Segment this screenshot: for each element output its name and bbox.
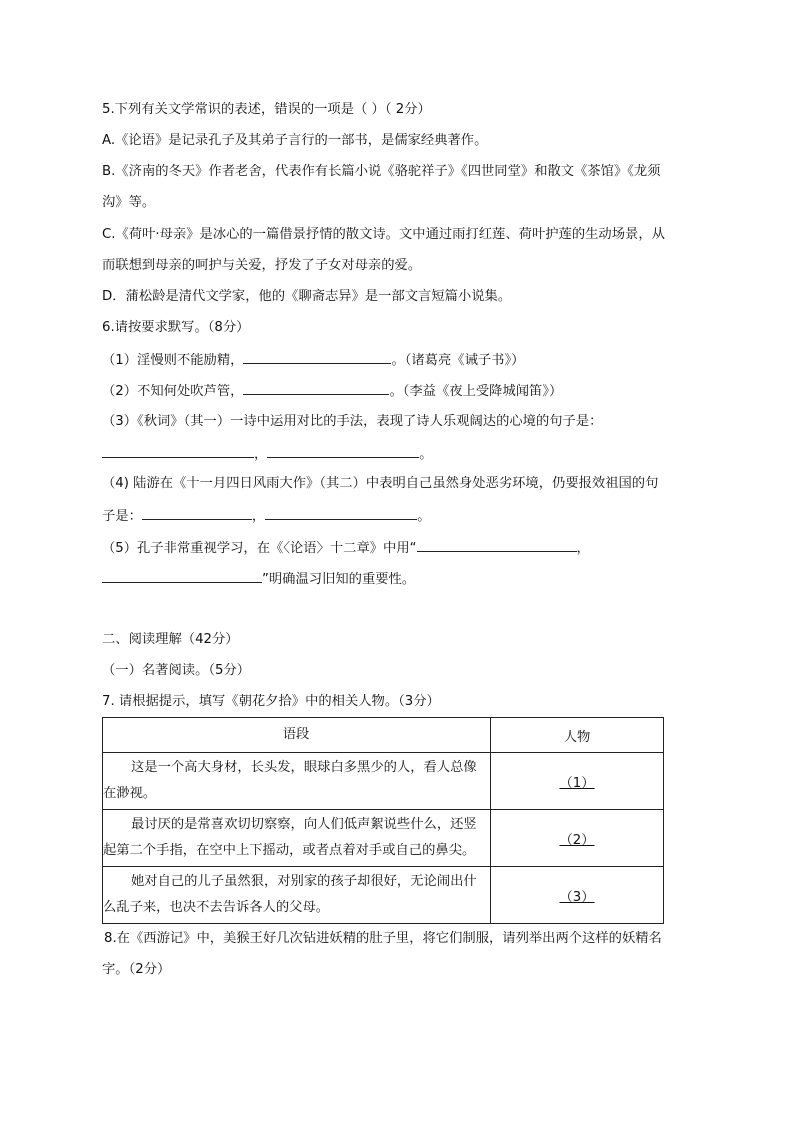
q6-item-3-answer [102,443,433,465]
q5-option-d: D．蒲松龄是清代文学家，他的《聊斋志异》是一部文言短篇小说集。 [102,289,512,304]
q5-option-b: B.《济南的冬天》作者老舍，代表作有长篇小说《骆驼祥子》《四世同堂》和散文《茶馆》《龙须 [102,164,661,179]
comma: ， [251,509,266,524]
person-blank-label: （3） [559,889,595,905]
q7-stem: 7. 请根据提示，填写《朝花夕拾》中的相关人物。（3分） [102,694,440,709]
q5-option-b-cont: 沟》等。 [102,195,156,210]
q6-item-5-suffix: ”明确温习旧知的重要性。 [262,572,416,587]
q6-item-5-prefix: （5）孔子非常重视学习，在《〈论语〉十二章》中用“ [102,541,417,556]
q6-item-2 [102,380,562,402]
q6-item-2-suffix: 。（李益《夜上受降城闻笛》） [389,384,563,399]
q5-option-c: C.《荷叶·母亲》是冰心的一篇借景抒情的散文诗。文中通过雨打红莲、荷叶护莲的生动场景，从 [102,227,665,242]
subsection-title: （一）名著阅读。（5分） [102,663,251,678]
answer-blank[interactable] [142,505,252,520]
passage-text: 她对自己的儿子虽然狠，对别家的孩子却很好，无论闹出什么乱子来，也决不去告诉各人的父母。 [103,874,477,915]
table-row [103,753,664,810]
passage-text: 最讨厌的是常喜欢切切察察，向人们低声絮说些什么，还竖起第二个手指，在空中上下摇动，或者点着对手或自己的鼻尖。 [103,817,477,858]
q7-table [102,717,664,924]
answer-blank[interactable] [417,537,577,552]
passage-cell [103,810,491,867]
comma: ， [254,447,268,462]
answer-blank[interactable] [267,443,419,458]
comma: ， [576,541,590,556]
q8-stem: 8.在《西游记》中，美猴王好几次钻进妖精的肚子里，将它们制服，请列举出两个这样的妖精名 [104,931,662,946]
q6-item-4-answer [102,505,430,527]
person-cell[interactable] [491,810,664,867]
q6-item-3: （3）《秋词》（其一）一诗中运用对比的手法，表现了诗人乐观阔达的心境的句子是： [102,414,603,429]
q6-stem: 6.请按要求默写。（8分） [102,320,250,335]
passage-cell [103,753,491,810]
column-header-passage: 语段 [103,718,491,753]
column-header-person: 人物 [491,718,664,753]
answer-blank[interactable] [102,443,254,458]
passage-text: 这是一个高大身材，长头发，眼球白多黑少的人，看人总像在渺视。 [103,760,477,801]
table-row [103,867,664,924]
q6-item-1-suffix: 。（诸葛亮《诫子书》） [391,353,525,368]
q5-option-c-cont: 而联想到母亲的呵护与关爱，抒发了子女对母亲的爱。 [102,258,422,273]
q8-stem-cont: 字。（2分） [102,962,171,977]
q6-item-4: （4) 陆游在《十一月四日风雨大作》（其二）中表明自己虽然身处恶劣环境，仍要报效祖国的句 [102,476,659,491]
q5-option-a: A.《论语》是记录孔子及其弟子言行的一部书，是儒家经典著作。 [102,133,488,148]
passage-cell [103,867,491,924]
q6-item-5 [102,537,590,559]
person-blank-label: （2） [559,832,595,848]
table-header-row [103,718,664,753]
person-cell[interactable] [491,867,664,924]
answer-blank[interactable] [243,380,389,395]
q6-item-2-prefix: （2）不知何处吹芦管， [102,384,244,399]
period: 。 [417,509,431,524]
table-row [103,810,664,867]
answer-blank[interactable] [102,568,262,583]
period: 。 [419,447,433,462]
section-title: 二、阅读理解（42分） [102,632,239,647]
answer-blank[interactable] [265,505,417,520]
q5-stem: 5.下列有关文学常识的表述，错误的一项是（ ）（ 2分） [102,102,431,117]
q6-item-1-prefix: （1）淫慢则不能励精， [102,353,244,368]
q6-item-1 [102,349,524,371]
q6-item-5-cont [102,568,415,590]
person-blank-label: （1） [559,775,595,791]
q6-item-4-prefix: 子是： [102,509,142,524]
person-cell[interactable] [491,753,664,810]
answer-blank[interactable] [243,349,391,364]
